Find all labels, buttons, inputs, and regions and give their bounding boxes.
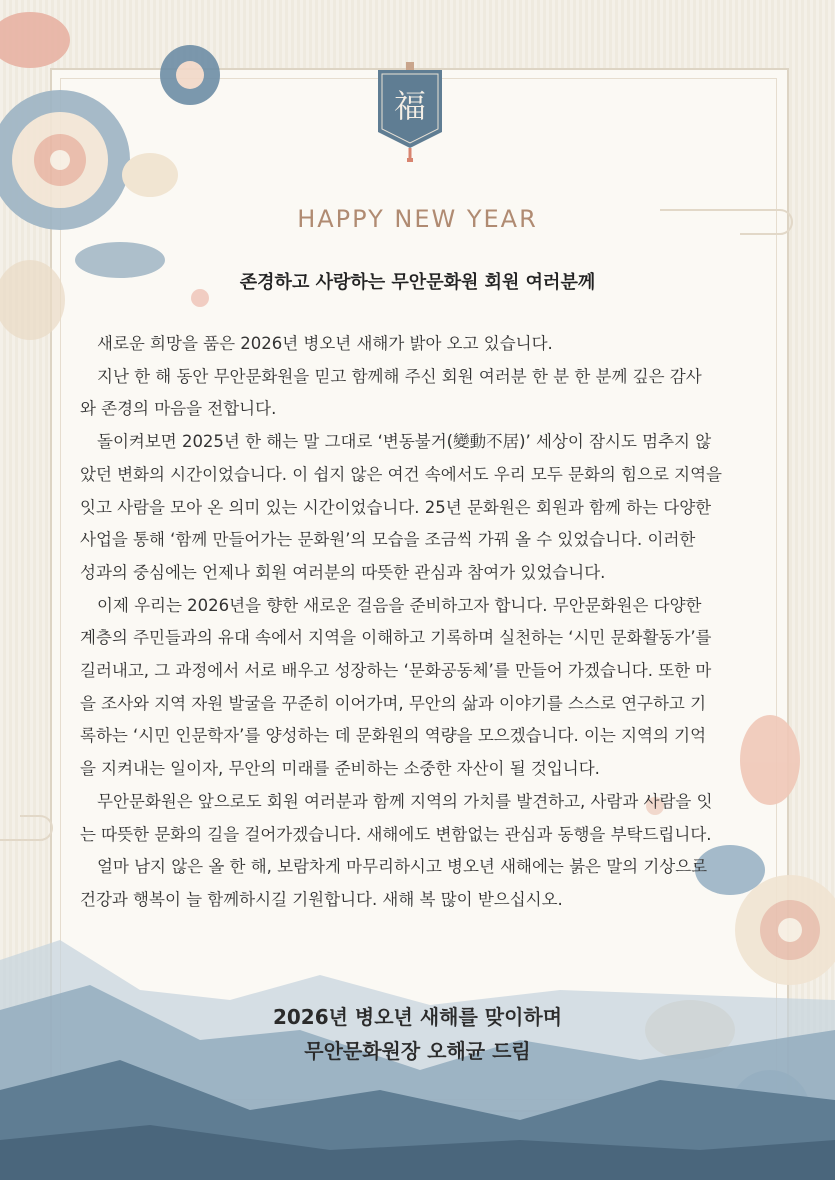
body-line: 이제 우리는 2026년을 향한 새로운 걸음을 준비하고자 합니다. 무안문화원은 다양한 [97, 595, 702, 615]
body-line: 계층의 주민들과의 유대 속에서 지역을 이해하고 기록하며 실천하는 ‘시민 문화활동가’를 [80, 628, 712, 648]
salutation: 존경하고 사랑하는 무안문화원 회원 여러분께 [239, 272, 596, 293]
body-line: 돌이켜보면 2025년 한 해는 말 그대로 ‘변동불거(變動不居)’ 세상이 잠시도 멈추지 않 [97, 432, 712, 452]
body-line: 을 지켜내는 일이자, 무안의 미래를 준비하는 소중한 자산이 될 것입니다. [80, 759, 600, 779]
letter-body [80, 328, 760, 917]
body-line: 을 조사와 지역 자원 발굴을 꾸준히 이어가며, 무안의 삶과 이야기를 스스로 연구하고 기 [80, 693, 707, 713]
body-line: 았던 변화의 시간이었습니다. 이 쉽지 않은 여건 속에서도 우리 모두 문화의 힘으로 지역을 [80, 464, 722, 484]
body-line: 얼마 남지 않은 올 한 해, 보람차게 마무리하시고 병오년 새해에는 붉은 말의 기상으로 [97, 857, 708, 877]
fortune-character: 福 [393, 87, 427, 125]
page-title: HAPPY NEW YEAR [297, 205, 538, 233]
body-line: 지난 한 해 동안 무안문화원을 믿고 함께해 주신 회원 여러분 한 분 한 분께 깊은 감사 [97, 366, 702, 386]
body-line: 는 따뜻한 문화의 길을 걸어가겠습니다. 새해에도 변함없는 관심과 동행을 부탁드립니다. [80, 824, 712, 844]
closing-line: 2026년 병오년 새해를 맞이하며 [272, 1005, 563, 1029]
body-line: 와 존경의 마음을 전합니다. [80, 399, 277, 419]
body-line: 사업을 통해 ‘함께 만들어가는 문화원’의 모습을 조금씩 가꿔 올 수 있었습니다. 이러한 [80, 530, 696, 550]
body-line: 새로운 희망을 품은 2026년 병오년 새해가 밝아 오고 있습니다. [97, 334, 553, 353]
body-line: 건강과 행복이 늘 함께하시길 기원합니다. 새해 복 많이 받으십시오. [80, 889, 563, 909]
closing [0, 1000, 835, 1068]
body-line: 무안문화원은 앞으로도 회원 여러분과 함께 지역의 가치를 발견하고, 사람과 사람을 잇 [97, 791, 713, 811]
body-line: 록하는 ‘시민 인문학자’를 양성하는 데 문화원의 역량을 모으겠습니다. 이는 지역의 기억 [80, 726, 707, 746]
signature: 무안문화원장 오해균 드림 [304, 1039, 531, 1063]
body-line: 잇고 사람을 모아 온 의미 있는 시간이었습니다. 25년 문화원은 회원과 함께 하는 다양한 [80, 497, 712, 517]
body-line: 성과의 중심에는 언제나 회원 여러분의 따뜻한 관심과 참여가 있었습니다. [80, 562, 606, 582]
fortune-banner [378, 62, 442, 162]
body-line: 길러내고, 그 과정에서 서로 배우고 성장하는 ‘문화공동체’를 만들어 가겠습니다. 또한 마 [80, 661, 712, 681]
